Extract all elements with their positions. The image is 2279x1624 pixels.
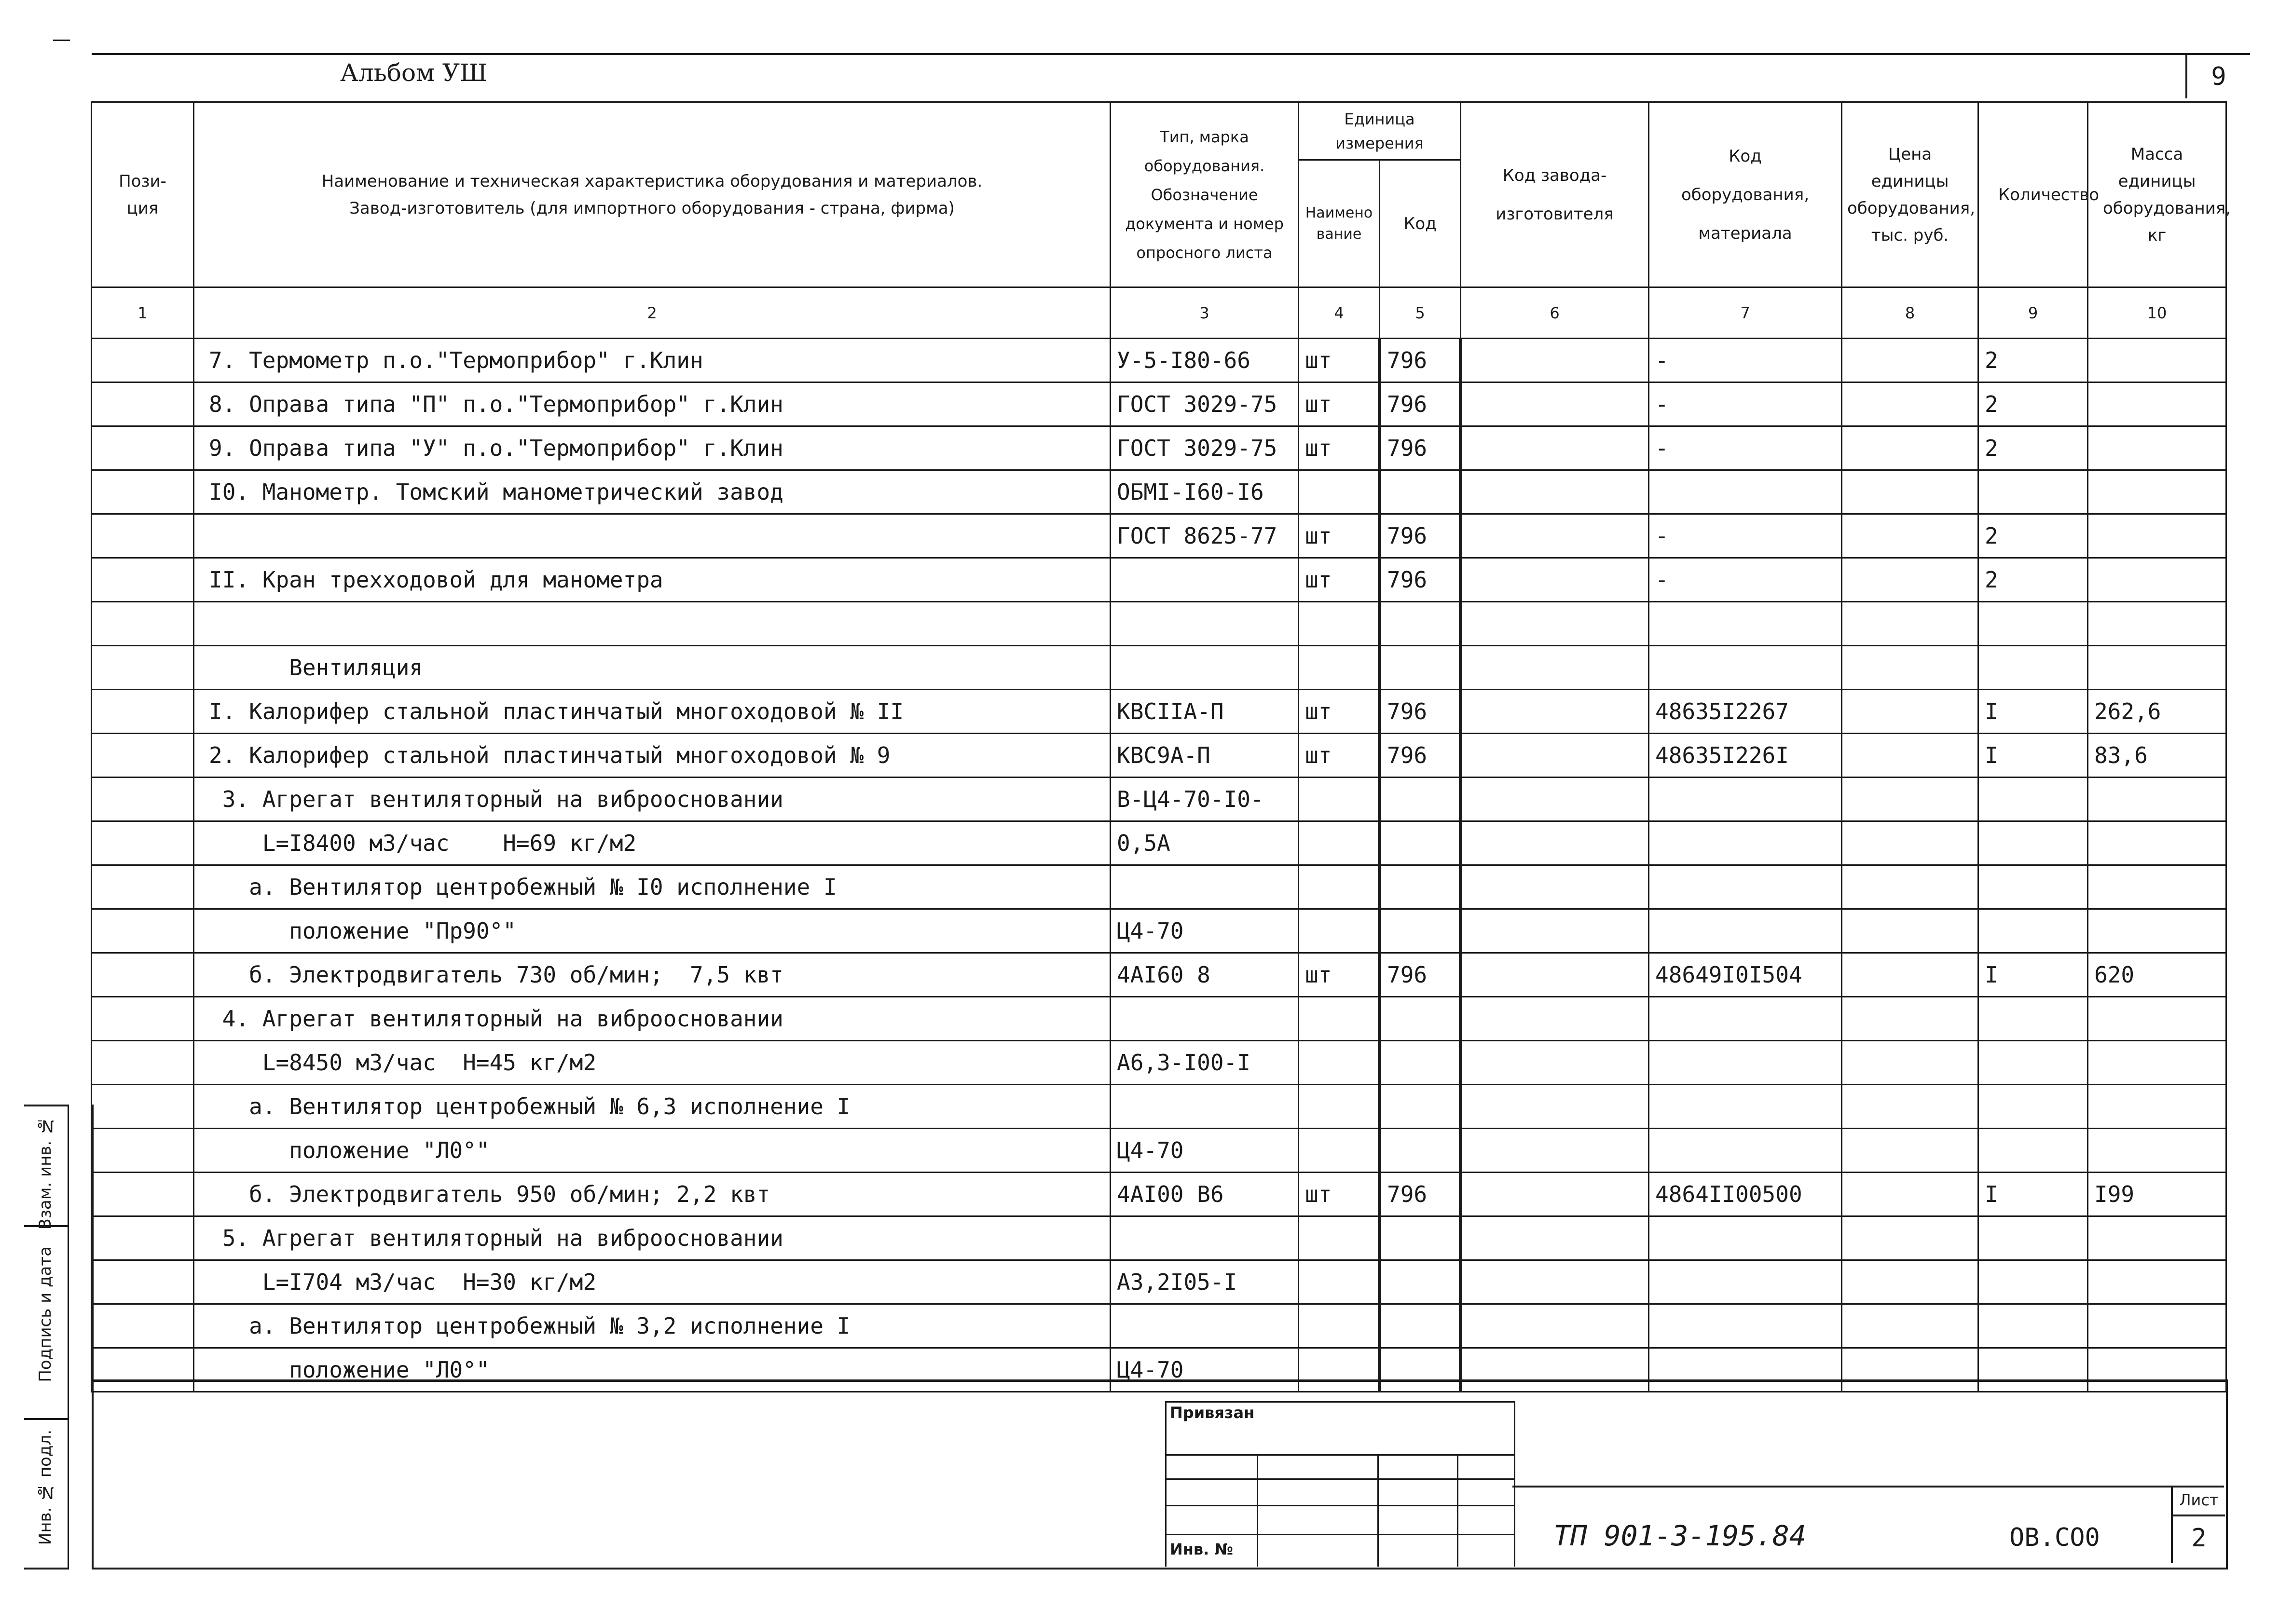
col-number: 10 <box>2088 287 2226 339</box>
row-price <box>1842 1129 1978 1173</box>
col-head-quantity: Количество <box>1978 102 2088 287</box>
row-type: В-Ц4-70-I0- <box>1111 778 1299 821</box>
row-equipment-code: - <box>1649 514 1842 558</box>
row-position <box>92 1129 194 1173</box>
row-maker-code <box>1461 1129 1649 1173</box>
row-equipment-code: - <box>1649 339 1842 382</box>
corner-mark <box>53 40 70 41</box>
page-number: 9 <box>2185 53 2250 98</box>
row-position <box>92 734 194 778</box>
row-unit-code <box>1380 470 1461 514</box>
stamp-cell-swap-inventory <box>24 1105 69 1230</box>
row-equipment-code <box>1649 778 1842 821</box>
row-unit-code <box>1380 821 1461 865</box>
row-type: 4АI60 8 <box>1111 953 1299 997</box>
row-unit: шт <box>1299 514 1380 558</box>
row-type: ГОСТ 3029-75 <box>1111 382 1299 426</box>
row-name: 3. Агрегат вентиляторный на виброосновании <box>194 778 1111 821</box>
row-quantity <box>1978 821 2088 865</box>
row-mass: I99 <box>2088 1173 2226 1216</box>
row-equipment-code <box>1649 1129 1842 1173</box>
row-maker-code <box>1461 821 1649 865</box>
row-maker-code <box>1461 1216 1649 1260</box>
row-unit-code: 796 <box>1380 690 1461 734</box>
row-type <box>1111 558 1299 602</box>
row-quantity: 2 <box>1978 558 2088 602</box>
row-unit-code: 796 <box>1380 953 1461 997</box>
attached-label: Привязан <box>1170 1404 1255 1422</box>
row-quantity: I <box>1978 1173 2088 1216</box>
row-type: КВСIIА-П <box>1111 690 1299 734</box>
row-quantity <box>1978 997 2088 1041</box>
stamp-signature-date-label: Подпись и дата <box>36 1246 55 1382</box>
row-position <box>92 558 194 602</box>
row-name: б. Электродвигатель 730 об/мин; 7,5 квт <box>194 953 1111 997</box>
row-type <box>1111 865 1299 909</box>
row-equipment-code: 4864II00500 <box>1649 1173 1842 1216</box>
row-equipment-code: 48649I0I504 <box>1649 953 1842 997</box>
row-unit-code: 796 <box>1380 1173 1461 1216</box>
row-quantity <box>1978 1304 2088 1348</box>
row-type: ОБМI-I60-I6 <box>1111 470 1299 514</box>
row-type <box>1111 1304 1299 1348</box>
row-type: Ц4-70 <box>1111 1348 1299 1392</box>
row-maker-code <box>1461 1173 1649 1216</box>
row-quantity: 2 <box>1978 514 2088 558</box>
row-quantity <box>1978 646 2088 690</box>
row-maker-code <box>1461 339 1649 382</box>
stamp-swap-inventory-label: Взам. инв. № <box>36 1116 55 1230</box>
table-row <box>92 1041 2226 1085</box>
row-mass <box>2088 909 2226 953</box>
table-row <box>92 1173 2226 1216</box>
row-type <box>1111 646 1299 690</box>
row-type <box>1111 1216 1299 1260</box>
specification-table <box>91 101 2231 1392</box>
row-unit-code <box>1380 646 1461 690</box>
row-quantity <box>1978 1260 2088 1304</box>
row-equipment-code <box>1649 1216 1842 1260</box>
row-price <box>1842 646 1978 690</box>
row-mass: 262,6 <box>2088 690 2226 734</box>
row-name <box>194 602 1111 646</box>
row-position <box>92 690 194 734</box>
row-position <box>92 470 194 514</box>
row-unit-code <box>1380 1129 1461 1173</box>
col-head-type: Тип, марка оборудования. Обозначение документа и номер опросного листа <box>1111 102 1299 287</box>
row-equipment-code: - <box>1649 558 1842 602</box>
row-position <box>92 778 194 821</box>
col-number: 9 <box>1978 287 2088 339</box>
row-unit-code <box>1380 778 1461 821</box>
row-unit <box>1299 646 1380 690</box>
row-unit <box>1299 1041 1380 1085</box>
row-price <box>1842 953 1978 997</box>
row-unit-code <box>1380 909 1461 953</box>
document-code: ТП 901-3-195.84 <box>1553 1519 1806 1552</box>
row-type: У-5-I80-66 <box>1111 339 1299 382</box>
table-row <box>92 690 2226 734</box>
row-equipment-code <box>1649 909 1842 953</box>
col-head-name: Наименование и техническая характеристика оборудования и материалов. Завод-изготовитель (для импортного оборудования - страна, фирма) <box>194 102 1111 287</box>
row-type: А6,3-I00-I <box>1111 1041 1299 1085</box>
row-quantity <box>1978 865 2088 909</box>
row-equipment-code <box>1649 602 1842 646</box>
row-price <box>1842 821 1978 865</box>
stamp-cell-original-inventory <box>24 1418 69 1569</box>
row-maker-code <box>1461 602 1649 646</box>
row-name: 7. Термометр п.о."Термоприбор" г.Клин <box>194 339 1111 382</box>
row-name: L=8450 м3/час Н=45 кг/м2 <box>194 1041 1111 1085</box>
row-unit: шт <box>1299 382 1380 426</box>
row-mass <box>2088 1304 2226 1348</box>
row-name: 8. Оправа типа "П" п.о."Термоприбор" г.Клин <box>194 382 1111 426</box>
row-name: а. Вентилятор центробежный № I0 исполнение I <box>194 865 1111 909</box>
row-maker-code <box>1461 646 1649 690</box>
row-type: ГОСТ 3029-75 <box>1111 426 1299 470</box>
row-position <box>92 1304 194 1348</box>
col-number: 4 <box>1299 287 1380 339</box>
row-position <box>92 1216 194 1260</box>
col-head-unit: Единица измерения <box>1299 102 1461 160</box>
row-unit-code: 796 <box>1380 339 1461 382</box>
col-head-equipment-code: Код оборудования, материала <box>1649 102 1842 287</box>
row-name: L=I704 м3/час Н=30 кг/м2 <box>194 1260 1111 1304</box>
row-name: 5. Агрегат вентиляторный на виброосновании <box>194 1216 1111 1260</box>
row-unit <box>1299 470 1380 514</box>
row-unit-code: 796 <box>1380 382 1461 426</box>
row-position <box>92 1260 194 1304</box>
table-row <box>92 865 2226 909</box>
row-position <box>92 646 194 690</box>
row-maker-code <box>1461 953 1649 997</box>
row-position <box>92 953 194 997</box>
inventory-number-label: Инв. № <box>1170 1540 1233 1558</box>
stamp-cell-signature-date <box>24 1225 69 1420</box>
row-name: 9. Оправа типа "У" п.о."Термоприбор" г.Клин <box>194 426 1111 470</box>
row-type: 0,5А <box>1111 821 1299 865</box>
row-quantity <box>1978 778 2088 821</box>
row-price <box>1842 514 1978 558</box>
row-maker-code <box>1461 690 1649 734</box>
row-position <box>92 602 194 646</box>
row-type: Ц4-70 <box>1111 909 1299 953</box>
row-mass <box>2088 1129 2226 1173</box>
specification-rows <box>92 339 2226 1392</box>
row-name: 2. Калорифер стальной пластинчатый многоходовой № 9 <box>194 734 1111 778</box>
row-position <box>92 382 194 426</box>
row-quantity: I <box>1978 690 2088 734</box>
row-unit-code <box>1380 1041 1461 1085</box>
row-price <box>1842 997 1978 1041</box>
row-mass <box>2088 1260 2226 1304</box>
row-equipment-code: - <box>1649 382 1842 426</box>
row-mass <box>2088 426 2226 470</box>
row-price <box>1842 734 1978 778</box>
row-position <box>92 865 194 909</box>
row-price <box>1842 602 1978 646</box>
row-quantity <box>1978 1129 2088 1173</box>
table-row <box>92 382 2226 426</box>
row-type: КВС9А-П <box>1111 734 1299 778</box>
row-equipment-code: - <box>1649 426 1842 470</box>
row-mass: 83,6 <box>2088 734 2226 778</box>
column-numbers-row <box>92 287 2226 339</box>
row-unit-code <box>1380 997 1461 1041</box>
sheet-number: 2 <box>2191 1524 2207 1553</box>
row-position <box>92 1041 194 1085</box>
row-equipment-code <box>1649 865 1842 909</box>
row-unit: шт <box>1299 734 1380 778</box>
row-price <box>1842 1173 1978 1216</box>
table-row <box>92 997 2226 1041</box>
row-name: I0. Манометр. Томский манометрический завод <box>194 470 1111 514</box>
row-price <box>1842 470 1978 514</box>
row-maker-code <box>1461 997 1649 1041</box>
table-row <box>92 821 2226 865</box>
table-row <box>92 470 2226 514</box>
row-mass <box>2088 1085 2226 1129</box>
row-name: а. Вентилятор центробежный № 3,2 исполнение I <box>194 1304 1111 1348</box>
table-row <box>92 339 2226 382</box>
row-equipment-code <box>1649 470 1842 514</box>
row-price <box>1842 558 1978 602</box>
row-name: положение "Л0°" <box>194 1348 1111 1392</box>
row-price <box>1842 1216 1978 1260</box>
row-unit-code <box>1380 1260 1461 1304</box>
table-row <box>92 1260 2226 1304</box>
row-equipment-code <box>1649 1085 1842 1129</box>
col-head-position: Пози- ция <box>92 102 194 287</box>
row-mass <box>2088 602 2226 646</box>
row-price <box>1842 339 1978 382</box>
row-position <box>92 1085 194 1129</box>
stamp-original-inventory-label: Инв. № подл. <box>36 1430 55 1545</box>
row-unit <box>1299 821 1380 865</box>
document-suffix: ОВ.СО0 <box>2009 1523 2100 1552</box>
row-maker-code <box>1461 734 1649 778</box>
row-mass <box>2088 997 2226 1041</box>
left-margin-stamp <box>24 1105 94 1568</box>
col-number: 6 <box>1461 287 1649 339</box>
row-name: Вентиляция <box>194 646 1111 690</box>
row-unit-code <box>1380 865 1461 909</box>
row-price <box>1842 865 1978 909</box>
row-maker-code <box>1461 778 1649 821</box>
col-number: 7 <box>1649 287 1842 339</box>
table-row <box>92 646 2226 690</box>
row-name: II. Кран трехходовой для манометра <box>194 558 1111 602</box>
row-mass <box>2088 382 2226 426</box>
sheet-number-box <box>2171 1486 2225 1563</box>
table-row <box>92 778 2226 821</box>
row-mass <box>2088 646 2226 690</box>
row-price <box>1842 1085 1978 1129</box>
row-maker-code <box>1461 558 1649 602</box>
table-row <box>92 602 2226 646</box>
row-type: 4АI00 В6 <box>1111 1173 1299 1216</box>
row-unit <box>1299 602 1380 646</box>
row-maker-code <box>1461 426 1649 470</box>
row-maker-code <box>1461 470 1649 514</box>
row-unit <box>1299 865 1380 909</box>
row-mass <box>2088 470 2226 514</box>
row-equipment-code <box>1649 1304 1842 1348</box>
row-equipment-code: 48635I226I <box>1649 734 1842 778</box>
col-number: 3 <box>1111 287 1299 339</box>
row-position <box>92 821 194 865</box>
row-quantity: I <box>1978 953 2088 997</box>
row-name: положение "Л0°" <box>194 1129 1111 1173</box>
row-price <box>1842 1304 1978 1348</box>
table-row <box>92 1129 2226 1173</box>
album-title: Альбом УШ <box>340 59 488 87</box>
table-row <box>92 1216 2226 1260</box>
row-equipment-code: 48635I2267 <box>1649 690 1842 734</box>
row-unit-code: 796 <box>1380 514 1461 558</box>
row-unit <box>1299 1260 1380 1304</box>
row-type: Ц4-70 <box>1111 1129 1299 1173</box>
col-number: 8 <box>1842 287 1978 339</box>
row-unit-code: 796 <box>1380 426 1461 470</box>
row-position <box>92 514 194 558</box>
row-unit: шт <box>1299 953 1380 997</box>
row-mass <box>2088 821 2226 865</box>
col-number: 2 <box>194 287 1111 339</box>
row-mass <box>2088 339 2226 382</box>
row-equipment-code <box>1649 1260 1842 1304</box>
row-name: б. Электродвигатель 950 об/мин; 2,2 квт <box>194 1173 1111 1216</box>
row-name: 4. Агрегат вентиляторный на виброосновании <box>194 997 1111 1041</box>
row-type: А3,2I05-I <box>1111 1260 1299 1304</box>
row-mass <box>2088 514 2226 558</box>
row-maker-code <box>1461 514 1649 558</box>
row-position <box>92 339 194 382</box>
col-head-unit-code: Код <box>1380 160 1461 287</box>
table-row <box>92 953 2226 997</box>
row-unit <box>1299 1304 1380 1348</box>
row-mass <box>2088 865 2226 909</box>
col-head-price: Цена единицы оборудования, тыс. руб. <box>1842 102 1978 287</box>
row-position <box>92 909 194 953</box>
row-equipment-code <box>1649 997 1842 1041</box>
row-unit-code <box>1380 1216 1461 1260</box>
table-row <box>92 426 2226 470</box>
title-block-divider <box>1512 1486 2224 1488</box>
row-quantity <box>1978 602 2088 646</box>
table-row <box>92 1304 2226 1348</box>
row-name: I. Калорифер стальной пластинчатый многоходовой № II <box>194 690 1111 734</box>
table-row <box>92 1085 2226 1129</box>
row-price <box>1842 1041 1978 1085</box>
row-position <box>92 1173 194 1216</box>
row-price <box>1842 382 1978 426</box>
row-quantity <box>1978 1085 2088 1129</box>
row-unit: шт <box>1299 558 1380 602</box>
row-unit-code <box>1380 602 1461 646</box>
row-unit <box>1299 1129 1380 1173</box>
row-unit-code <box>1380 1304 1461 1348</box>
row-unit: шт <box>1299 690 1380 734</box>
row-unit: шт <box>1299 339 1380 382</box>
row-equipment-code <box>1649 1041 1842 1085</box>
row-maker-code <box>1461 382 1649 426</box>
row-maker-code <box>1461 865 1649 909</box>
row-type <box>1111 1085 1299 1129</box>
row-maker-code <box>1461 1085 1649 1129</box>
row-mass <box>2088 1041 2226 1085</box>
row-unit <box>1299 997 1380 1041</box>
row-quantity: I <box>1978 734 2088 778</box>
row-quantity <box>1978 1216 2088 1260</box>
row-maker-code <box>1461 1260 1649 1304</box>
row-unit-code: 796 <box>1380 558 1461 602</box>
col-number: 1 <box>92 287 194 339</box>
row-maker-code <box>1461 1041 1649 1085</box>
table-row <box>92 514 2226 558</box>
row-position <box>92 997 194 1041</box>
row-price <box>1842 909 1978 953</box>
row-name: а. Вентилятор центробежный № 6,3 исполнение I <box>194 1085 1111 1129</box>
table-row <box>92 909 2226 953</box>
row-unit: шт <box>1299 426 1380 470</box>
row-name <box>194 514 1111 558</box>
row-price <box>1842 778 1978 821</box>
col-number: 5 <box>1380 287 1461 339</box>
row-name: положение "Пр90°" <box>194 909 1111 953</box>
row-unit: шт <box>1299 1173 1380 1216</box>
table-row <box>92 558 2226 602</box>
row-mass: 620 <box>2088 953 2226 997</box>
row-unit <box>1299 1085 1380 1129</box>
row-position <box>92 426 194 470</box>
row-price <box>1842 690 1978 734</box>
row-name: L=I8400 м3/час Н=69 кг/м2 <box>194 821 1111 865</box>
table-row <box>92 734 2226 778</box>
row-maker-code <box>1461 909 1649 953</box>
row-equipment-code <box>1649 646 1842 690</box>
col-head-mass: Масса единицы оборудования, кг <box>2088 102 2226 287</box>
row-type <box>1111 602 1299 646</box>
row-quantity: 2 <box>1978 382 2088 426</box>
row-equipment-code <box>1649 821 1842 865</box>
row-mass <box>2088 1216 2226 1260</box>
row-price <box>1842 426 1978 470</box>
row-maker-code <box>1461 1304 1649 1348</box>
row-quantity <box>1978 470 2088 514</box>
row-unit <box>1299 778 1380 821</box>
row-mass <box>2088 558 2226 602</box>
row-unit <box>1299 1216 1380 1260</box>
row-quantity <box>1978 909 2088 953</box>
row-mass <box>2088 778 2226 821</box>
top-border <box>92 53 2248 55</box>
row-price <box>1842 1260 1978 1304</box>
row-quantity <box>1978 1041 2088 1085</box>
col-head-maker-code: Код завода-изготовителя <box>1461 102 1649 287</box>
row-unit <box>1299 909 1380 953</box>
title-block <box>92 1379 2228 1569</box>
row-type <box>1111 997 1299 1041</box>
row-unit-code: 796 <box>1380 734 1461 778</box>
row-unit-code <box>1380 1085 1461 1129</box>
col-head-unit-name: Наименование <box>1299 160 1380 287</box>
sheet-label: Лист <box>2173 1486 2225 1516</box>
row-type: ГОСТ 8625-77 <box>1111 514 1299 558</box>
row-quantity: 2 <box>1978 339 2088 382</box>
row-quantity: 2 <box>1978 426 2088 470</box>
